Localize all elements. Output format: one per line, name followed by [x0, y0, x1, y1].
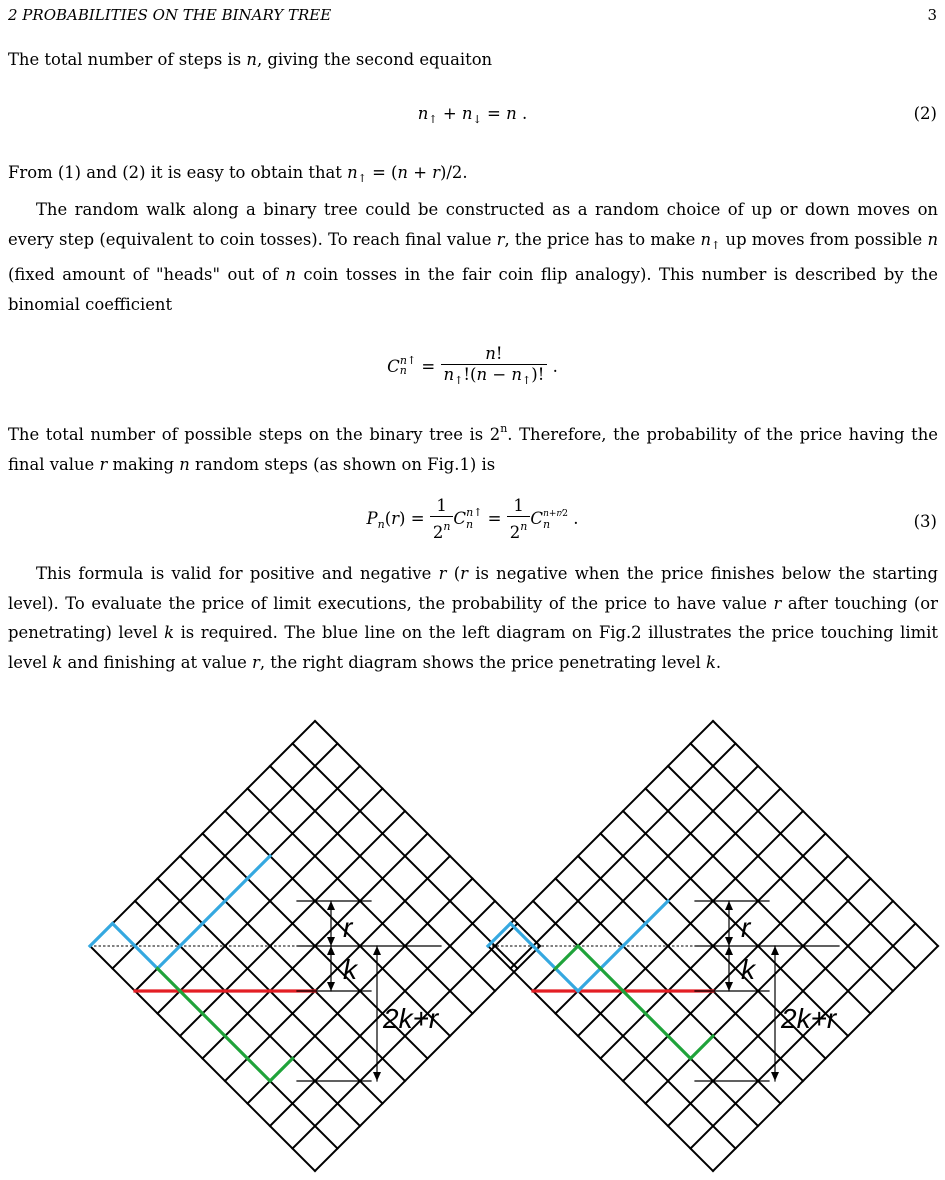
price-path-blue [578, 969, 601, 992]
paragraph-random-walk: The random walk along a binary tree could be constructed as a random choice of up or down moves on every step (equivalent to coin tosses). To reach final value r, the price has to make $n_↑$ up moves from possible n (fixed amount of "heads" out of n coin tosses in the fair coin flip analogy). This number is described by the binomial coefficient [8, 200, 938, 314]
r-arrow-head [327, 901, 335, 910]
paragraph-formula-valid: This formula is valid for positive and negative r (r is negative when the price finishes below the starting level). To evaluate the price of limit executions, the probability of the price to have value r after touching (or penetrating) level k is required. The blue line on the left diagram on Fig.2 illustrates the price touching limit level k and finishing at value r, the right diagram shows the price penetrating level k. [8, 564, 938, 672]
2k-r-arrow-head [771, 946, 779, 955]
reflected-path-green [180, 991, 203, 1014]
k-arrow-head [327, 946, 335, 955]
reflected-path-green [646, 1014, 669, 1037]
label-2k-plus-r: 2k+r [781, 1003, 837, 1034]
2k-r-arrow-head [373, 946, 381, 955]
reflected-path-green [578, 946, 601, 969]
price-path-blue [556, 969, 579, 992]
equation-3-number: (3) [913, 512, 937, 531]
k-arrow-head [327, 982, 335, 991]
price-path-blue [248, 856, 271, 879]
equation-3: $P_n(r)$ = $\frac{1}{2^n}$ $C_n^{n↑}$ = $\frac{1}{2^n}$ $C_n^{n+r⁄2}$ . [366, 496, 579, 542]
equation-2: $n_↑ + n_↓ = n$ . [417, 104, 528, 126]
price-path-blue [623, 924, 646, 947]
reflected-path-green [248, 1059, 271, 1082]
price-path-blue [646, 901, 669, 924]
equation-binomial: $Cn^{n↑}$ = $\frac{n!}{n_↑!(n - n_↑)!}$ . [387, 344, 558, 387]
price-path-blue [135, 946, 158, 969]
reflected-path-green [668, 1036, 691, 1059]
price-path-blue [203, 901, 226, 924]
price-path-blue [533, 946, 556, 969]
r-arrow-head [725, 901, 733, 910]
reflected-path-green [556, 946, 579, 969]
label-k: k [343, 954, 357, 985]
price-path-blue [113, 924, 136, 947]
reflected-path-green [601, 969, 624, 992]
label-r: r [343, 912, 353, 943]
reflected-path-green [158, 969, 181, 992]
price-path-blue [180, 924, 203, 947]
label-k: k [741, 954, 755, 985]
paragraph-from-1-2: From (1) and (2) it is easy to obtain that $n_↑ = (n + r)/2$. [8, 163, 468, 185]
paragraph-total-steps: The total number of possible steps on the binary tree is 2$^n$. Therefore, the probability of the price having the final value r making n random steps (as shown on Fig.1) is [8, 422, 938, 474]
reflected-path-green [203, 1014, 226, 1037]
label-2k-plus-r: 2k+r [383, 1003, 439, 1034]
price-path-blue [601, 946, 624, 969]
r-arrow-head [327, 937, 335, 946]
paragraph-steps: The total number of steps is n, giving the second equaiton [8, 50, 493, 69]
section-title: 2 PROBABILITIES ON THE BINARY TREE [8, 6, 332, 24]
reflected-path-green [270, 1059, 293, 1082]
reflected-path-green [691, 1036, 714, 1059]
label-r: r [741, 912, 751, 943]
equation-2-number: (2) [913, 104, 937, 123]
page-number: 3 [927, 6, 937, 24]
reflected-path-green [623, 991, 646, 1014]
k-arrow-head [725, 946, 733, 955]
price-path-blue [158, 946, 181, 969]
2k-r-arrow-head [771, 1072, 779, 1081]
k-arrow-head [725, 982, 733, 991]
r-arrow-head [725, 937, 733, 946]
2k-r-arrow-head [373, 1072, 381, 1081]
price-path-blue [90, 924, 113, 947]
price-path-blue [225, 879, 248, 902]
reflected-path-green [225, 1036, 248, 1059]
